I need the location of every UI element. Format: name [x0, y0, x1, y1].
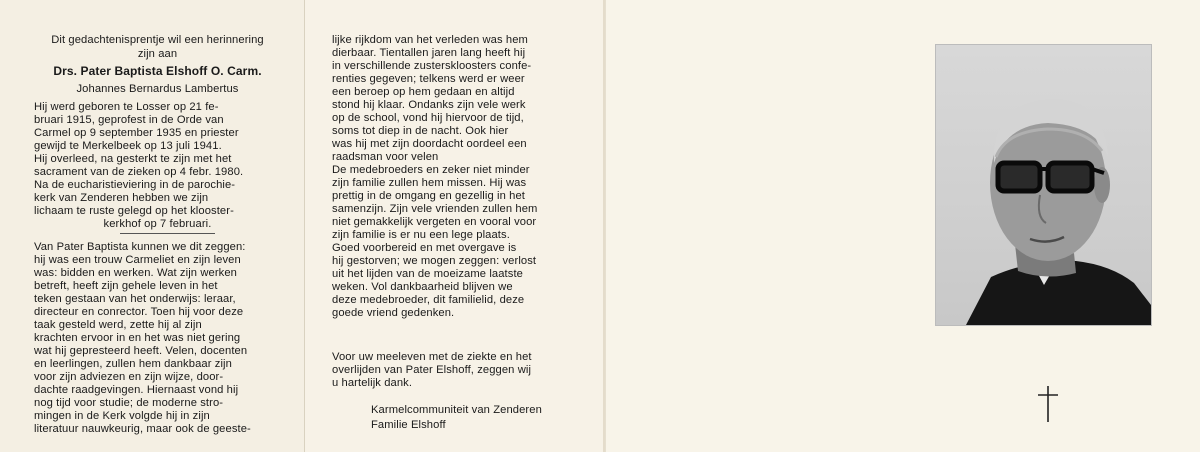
body-line: hij gestorven; we mogen zeggen: verlost [332, 255, 537, 267]
body-line: stond hij klaar. Ondanks zijn vele werk [332, 99, 526, 111]
tribute-line: en leerlingen, zullen hem dankbaar zijn [34, 358, 232, 370]
bio-line: kerk van Zenderen hebben we zijn [34, 192, 209, 204]
fold-line [603, 0, 605, 452]
tribute-line: betreft, heeft zijn gehele leven in het [34, 280, 218, 292]
thanks-line: Voor uw meeleven met de ziekte en het [332, 351, 532, 363]
tribute-line: was: bidden en werken. Wat zijn werken [34, 267, 237, 279]
body-line: zijn familie is er nu een lege plaats. [332, 229, 510, 241]
bio-line: lichaam te ruste gelegd op het klooster- [34, 205, 234, 217]
body-line: uit het lijden van de moeizame laatste [332, 268, 523, 280]
bio-line: kerkhof op 7 februari. [103, 218, 212, 230]
body-line: De medebroeders en zeker niet minder [332, 164, 530, 176]
body-line: weken. Vol dankbaarheid blijven we [332, 281, 513, 293]
body-line: op de school, vond hij hiervoor de tijd, [332, 112, 524, 124]
tribute-line: Van Pater Baptista kunnen we dit zeggen: [34, 241, 246, 253]
body-line: goede vriend gedenken. [332, 307, 455, 319]
portrait-photo [935, 44, 1152, 326]
body-line: Goed voorbereid en met overgave is [332, 242, 517, 254]
tribute-line: hij was een trouw Carmeliet en zijn leven [34, 254, 241, 266]
bio-line: Hij werd geboren te Losser op 21 fe- [34, 101, 219, 113]
body-line: was hij met zijn doordacht oordeel een [332, 138, 527, 150]
body-line: zijn familie zullen hem missen. Hij was [332, 177, 527, 189]
deceased-name: Drs. Pater Baptista Elshoff O. Carm. [53, 64, 262, 78]
bio-line: Carmel op 9 september 1935 en priester [34, 127, 239, 139]
body-line: samenzijn. Zijn vele vrienden zullen hem [332, 203, 538, 215]
body-line: deze medebroeder, dit familielid, deze [332, 294, 525, 306]
body-line: in verschillende zusterskloosters confe- [332, 60, 532, 72]
tribute-line: krachten ervoor in en het was niet gering [34, 332, 241, 344]
tribute-line: voor zijn adviezen en zijn wijze, door- [34, 371, 224, 383]
body-line: lijke rijkdom van het verleden was hem [332, 34, 528, 46]
intro-line: zijn aan [137, 48, 178, 60]
cross-icon [1033, 384, 1063, 424]
tribute-line: nog tijd voor studie; de moderne stro- [34, 397, 224, 409]
thanks-line: u hartelijk dank. [332, 377, 413, 389]
signature-line: Karmelcommuniteit van Zenderen [371, 404, 542, 416]
tribute-line: directeur en conrector. Toen hij voor deze [34, 306, 244, 318]
body-line: niet gemakkelijk vergeten en vooral voor [332, 216, 537, 228]
tribute-line: mingen in de Kerk volgde hij in zijn [34, 410, 210, 422]
bio-line: bruari 1915, geprofest in de Orde van [34, 114, 224, 126]
body-line: dierbaar. Tientallen jaren lang heeft hij [332, 47, 526, 59]
signature-line: Familie Elshoff [371, 419, 446, 431]
tribute-line: taak gesteld werd, zette hij al zijn [34, 319, 202, 331]
bio-line: Hij overleed, na gesterkt te zijn met het [34, 153, 232, 165]
tribute-line: teken gestaan van het onderwijs: leraar, [34, 293, 236, 305]
bio-line: sacrament van de zieken op 4 febr. 1980. [34, 166, 244, 178]
separator [120, 233, 215, 234]
tribute-line: dachte raadgevingen. Hiernaast vond hij [34, 384, 239, 396]
given-names: Johannes Bernardus Lambertus [76, 83, 239, 95]
body-line: soms tot diep in de nacht. Ook hier [332, 125, 509, 137]
body-line: raadsman voor velen [332, 151, 439, 163]
bio-line: gewijd te Merkelbeek op 13 juli 1941. [34, 140, 222, 152]
portrait-photo-drawing [936, 45, 1151, 325]
body-line: prettig in de omgang en gezellig in het [332, 190, 525, 202]
bio-line: Na de eucharistieviering in de parochie- [34, 179, 236, 191]
thanks-line: overlijden van Pater Elshoff, zeggen wij [332, 364, 532, 376]
body-line: renties gegeven; telkens werd er weer [332, 73, 525, 85]
tribute-line: literatuur nauwkeurig, maar ook de geeste- [34, 423, 251, 435]
intro-line: Dit gedachtenisprentje wil een herinnering [51, 34, 264, 46]
tribute-line: wat hij gepresteerd heeft. Velen, docenten [34, 345, 248, 357]
body-line: een beroep op hem gedaan en altijd [332, 86, 515, 98]
